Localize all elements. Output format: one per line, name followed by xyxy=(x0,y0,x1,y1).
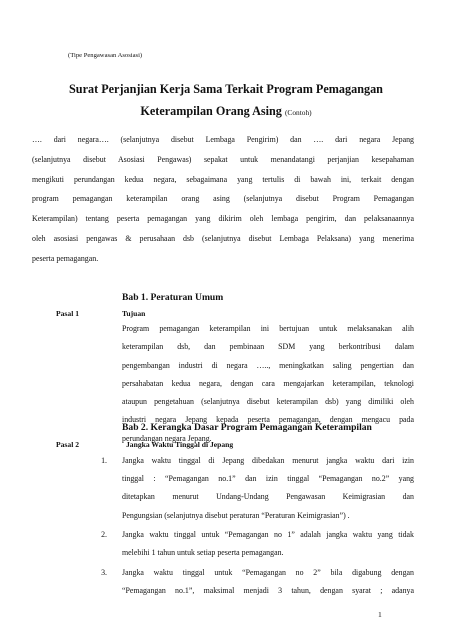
page-number: 1 xyxy=(378,610,382,619)
intro-line: mengikuti perundangan kedua negara, sebagaimana yang tertulis di bawah ini, terkait dengan xyxy=(32,174,414,184)
item-text xyxy=(122,452,414,525)
intro-line: peserta pemagangan. xyxy=(32,253,99,263)
pasal1-label: Pasal 1 xyxy=(56,309,79,318)
pasal1-line: persahabatan kedua negara, dengan cara mengajarkan keterampilan, teknologi xyxy=(122,378,414,388)
type-note: (Tipe Pengawasan Asosiasi) xyxy=(68,52,143,59)
item-line: Pengungsian (selanjutnya disebut peraturan “Peraturan Keimigrasian”) . xyxy=(122,510,350,520)
item-number: 1. xyxy=(101,456,107,465)
intro-line: …. dari negara…. (selanjutnya disebut Lembaga Pengirim) dan …. dari negara Jepang xyxy=(32,135,414,144)
item-text xyxy=(122,564,414,600)
pasal1-line: ataupun pengetahuan (selanjutnya disebut keterampilan dsb) yang dimiliki oleh xyxy=(122,397,414,407)
pasal2-subheading: Jangka Waktu Tinggal di Jepang xyxy=(126,440,234,449)
chapter1-heading: Bab 1. Peraturan Umum xyxy=(122,292,224,303)
intro-line: (selanjutnya disebut Asosiasi Pengawas) sepakat untuk menandatangi perjanjian kesepahaman xyxy=(32,154,414,164)
pasal1-line: keterampilan dsb, dan pembinaan SDM yang berkontribusi dalam xyxy=(122,342,414,352)
item-number: 2. xyxy=(101,530,107,539)
document-title-line2 xyxy=(30,104,422,120)
pasal1-line: industri negara Jepang kepada peserta pemagangan, dengan mengacu pada xyxy=(122,415,414,425)
document-title-line1: Surat Perjanjian Kerja Sama Terkait Program Pemagangan xyxy=(69,82,383,96)
item-line: Jangka waktu tinggal untuk “Pemagangan no 1” adalah jangka waktu yang tidak xyxy=(122,530,414,539)
pasal2-label: Pasal 2 xyxy=(56,440,79,449)
item-line: ditetapkan menurut Undang-Undang Pengawasan Keimigrasian dan xyxy=(122,492,414,502)
intro-line: program pemagangan keterampilan orang asing (selanjutnya disebut Program Pemagangan xyxy=(32,194,414,204)
title-main: Keterampilan Orang Asing xyxy=(140,104,282,118)
intro-line: oleh asosiasi pengawas & perusahaan dsb (selanjutnya disebut Lembaga Pelaksana) yang menerima xyxy=(32,233,414,243)
item-text xyxy=(122,526,414,562)
item-line: melebihi 1 tahun untuk setiap peserta pemagangan. xyxy=(122,548,284,558)
pasal1-line: Program pemagangan keterampilan ini bertujuan untuk melaksanakan alih xyxy=(122,324,414,333)
pasal1-subheading: Tujuan xyxy=(122,309,146,318)
pasal1-line: pengembangan industri di negara ….., meningkatkan saling pengertian dan xyxy=(122,360,414,370)
pasal1-line: perundangan negara Jepang. xyxy=(122,433,212,443)
item-number: 3. xyxy=(101,568,107,577)
item-line: Jangka waktu tinggal untuk “Pemagangan no 2” bila digabung dengan xyxy=(122,568,414,577)
title-suffix: (Contoh) xyxy=(284,108,312,117)
item-line: “Pemagangan no.1”, maksimal menjadi 3 tahun, dengan syarat ; adanya xyxy=(122,586,414,596)
item-line: Jangka waktu tinggal di Jepang dibedakan menurut jangka waktu dari izin xyxy=(122,456,414,465)
intro-paragraph xyxy=(32,130,414,269)
item-line: tinggal : “Pemagangan no.1” dan izin tinggal “Pemagangan no.2” yang xyxy=(122,474,414,484)
chapter2-heading: Bab 2. Kerangka Dasar Program Pemagangan Keterampilan xyxy=(122,422,372,433)
intro-line: Keterampilan) tentang peserta pemagangan yang dikirim oleh lembaga pengirim, dan pelaksanaannya xyxy=(32,214,414,224)
